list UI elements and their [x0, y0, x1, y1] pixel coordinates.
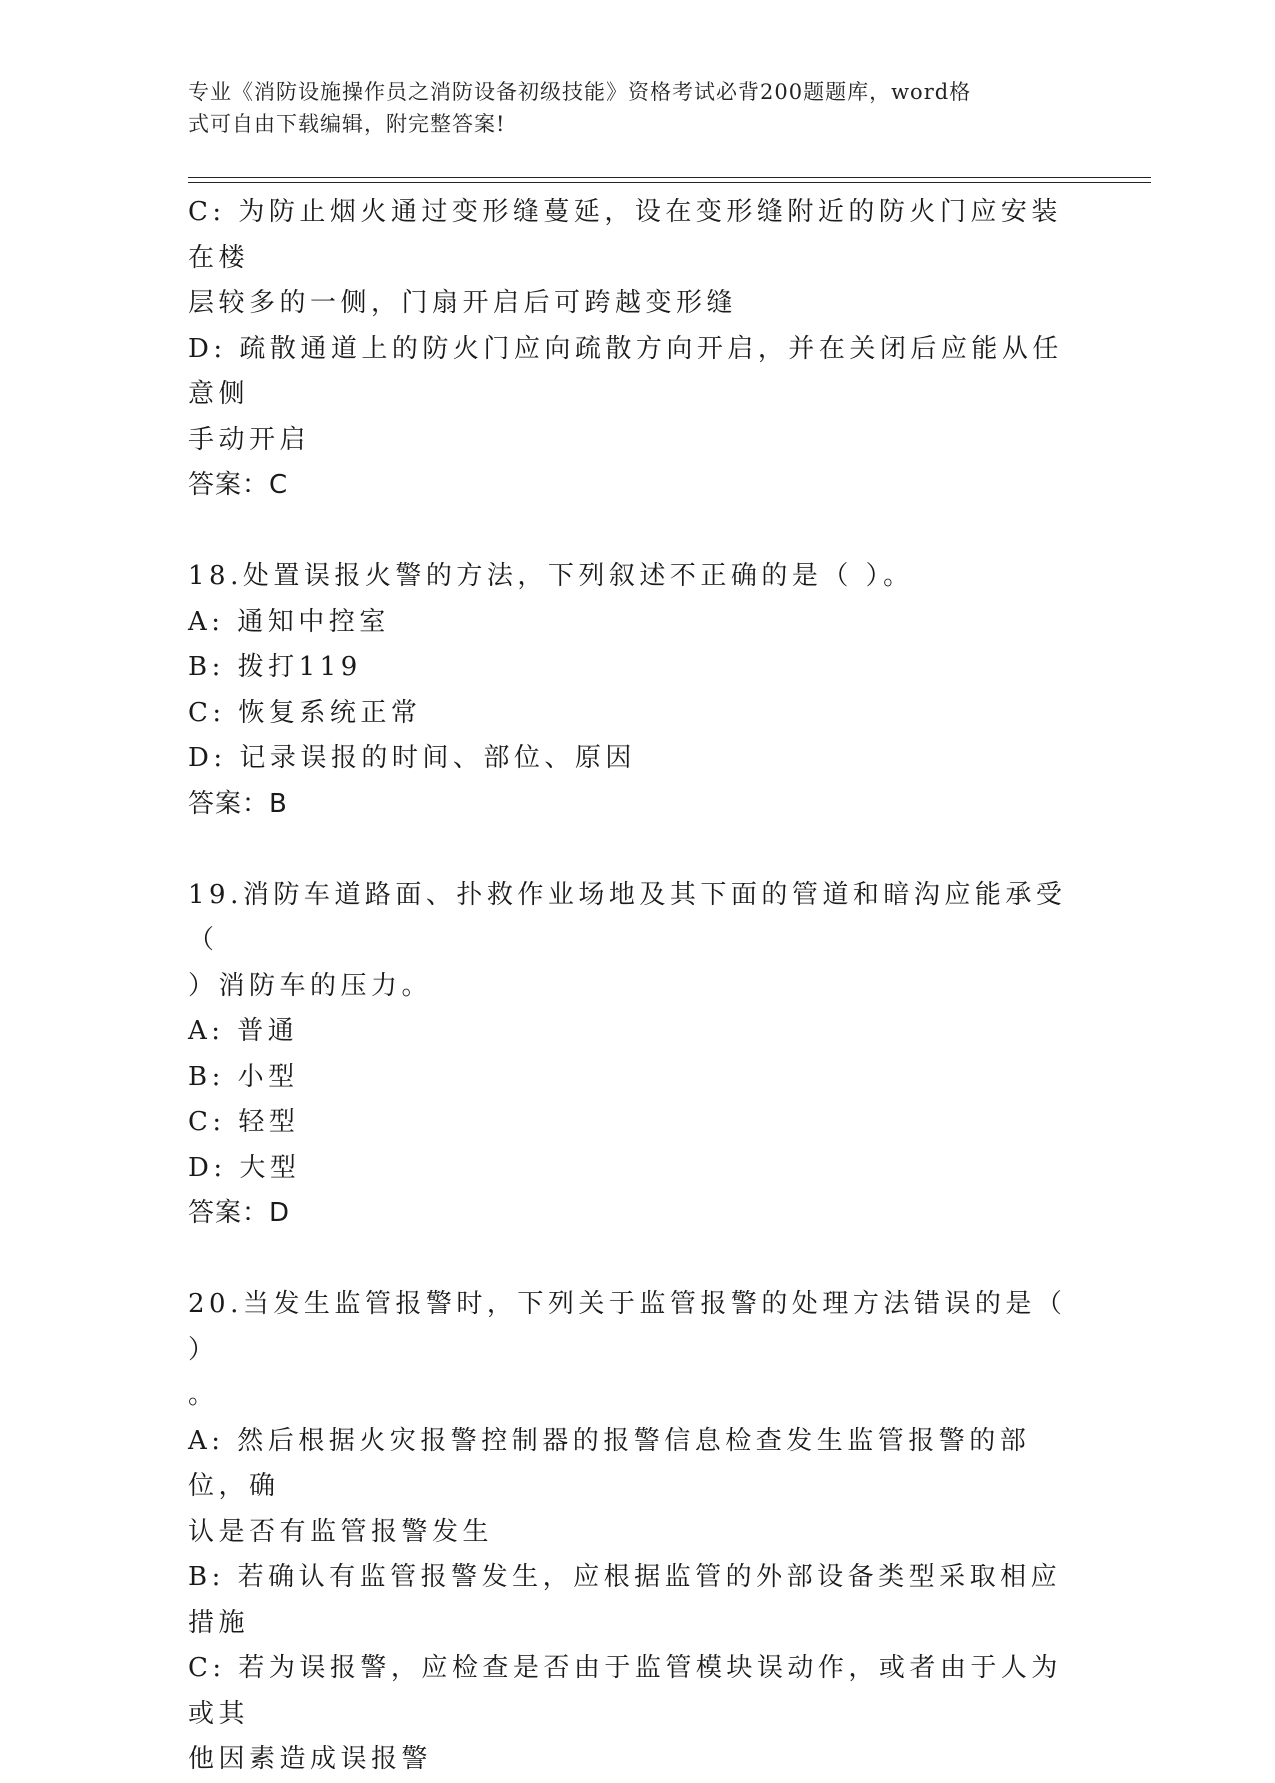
answer: 答案：D	[188, 1198, 291, 1228]
option-d: D: 大型	[188, 1152, 301, 1183]
option-b: B: 小型	[188, 1061, 299, 1092]
question-17-tail	[188, 190, 1078, 509]
question-text: 18.处置误报火警的方法，下列叙述不正确的是（ ）。	[188, 561, 914, 591]
option-a-line-1: A: 然后根据火灾报警控制器的报警信息检查发生监管报警的部位，确	[188, 1425, 1031, 1501]
option-a: A: 普通	[188, 1016, 299, 1046]
spacer	[188, 1237, 1078, 1283]
option-d: D: 记录误报的时间、部位、原因	[188, 743, 636, 773]
question-19	[188, 873, 1078, 1237]
answer: 答案：C	[188, 470, 289, 500]
question-text-line-1: 19.消防车道路面、扑救作业场地及其下面的管道和暗沟应能承受（	[188, 879, 1067, 955]
answer: 答案：B	[188, 788, 288, 819]
header-divider-bottom	[188, 182, 1151, 183]
header-line-1: 专业《消防设施操作员之消防设备初级技能》资格考试必背200题题库，word格	[188, 80, 972, 104]
option-b: B: 若确认有监管报警发生，应根据监管的外部设备类型采取相应措施	[188, 1562, 1062, 1638]
header-line-2: 式可自由下载编辑，附完整答案!	[188, 112, 506, 136]
question-18	[188, 554, 1078, 827]
header-divider-top	[188, 177, 1151, 178]
option-d-line-1: D: 疏散通道上的防火门应向疏散方向开启，并在关闭后应能从任意侧	[188, 333, 1063, 409]
document-header	[188, 76, 1068, 140]
option-c-line-1: C: 为防止烟火通过变形缝蔓延，设在变形缝附近的防火门应安装在楼	[188, 197, 1062, 273]
option-a-line-2: 认是否有监管报警发生	[188, 1516, 494, 1547]
question-text-line-2: 。	[188, 1380, 219, 1410]
option-c: C: 恢复系统正常	[188, 697, 422, 728]
question-20	[188, 1282, 1078, 1783]
option-c-line-2: 他因素造成误报警	[188, 1744, 433, 1774]
document-body	[188, 190, 1078, 1783]
option-b: B: 拨打119	[188, 652, 362, 682]
option-d-line-2: 手动开启	[188, 424, 311, 455]
spacer	[188, 827, 1078, 873]
option-c: C: 轻型	[188, 1107, 300, 1137]
option-c-line-1: C: 若为误报警，应检查是否由于监管模块误动作，或者由于人为或其	[188, 1653, 1062, 1729]
question-text-line-1: 20.当发生监管报警时，下列关于监管报警的处理方法错误的是（ ）	[188, 1289, 1067, 1365]
option-a: A: 通知中控室	[188, 606, 390, 637]
option-c-line-2: 层较多的一侧，门扇开启后可跨越变形缝	[188, 288, 738, 318]
question-text-line-2: ）消防车的压力。	[188, 970, 433, 1001]
spacer	[188, 509, 1078, 555]
